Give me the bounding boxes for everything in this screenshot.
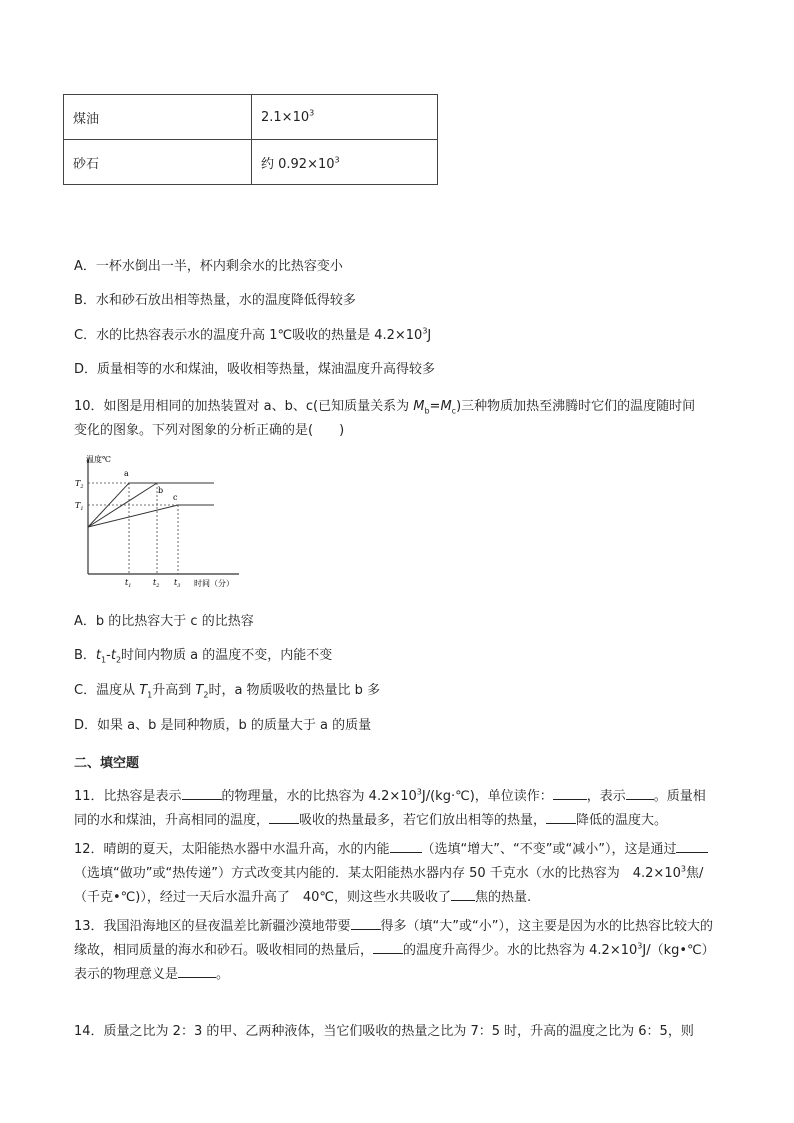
answer-blank[interactable] bbox=[390, 840, 422, 853]
t2-label: $t_2$ bbox=[153, 578, 160, 589]
table-cell-value: 约 $0.92\times 10^3$ bbox=[252, 140, 438, 185]
answer-blank[interactable] bbox=[553, 787, 587, 800]
temperature-time-graph bbox=[74, 452, 244, 592]
table-row bbox=[64, 95, 438, 140]
q12: 12．晴朗的夏天，太阳能热水器中水温升高，水的内能 （选填“增大”、“不变”或“减小”），这是通过（选填“做功”或“热传递”）方式改变其内能的．某太阳能热水器内存 50 千克水（水的比热容为 $4.2\times 10^3$焦/（千克•℃)），经过一天后水温升高了 40℃，则这些水共吸收了 焦的热量. bbox=[74, 838, 724, 910]
table-cell-value: $2.1\times 10^3$ bbox=[252, 95, 438, 140]
x-axis-label: 时间（分） bbox=[194, 579, 234, 588]
section-title: 二、填空题 bbox=[74, 756, 140, 771]
q11: 11．比热容是表示 的物理量，水的比热容为 $4.2\times 10^3J/(kg\cdot℃)$，单位读作： ，表示 。质量相 同的水和煤油，升高相同的温度， 吸收的热量最多，若它们放出相等的热量， 降低的温度大。 bbox=[74, 787, 706, 828]
t3-label: $t_3$ bbox=[174, 578, 181, 589]
answer-blank[interactable] bbox=[626, 787, 654, 800]
table-cell-substance: 煤油 bbox=[64, 95, 252, 140]
q10-stem: 10．如图是用相同的加热装置对 a、b、c(已知质量关系为 $M_b=M_c$)三种物质加热至沸腾时它们的温度随时间 变化的图象。下列对图象的分析正确的是( ) bbox=[74, 399, 696, 438]
q10-option-c: C．温度从 $T_1$升高到 $T_2$时，a 物质吸收的热量比 b 多 bbox=[74, 683, 381, 700]
q10-option-b: B．$t_1-t_2$时间内物质 a 的温度不变，内能不变 bbox=[74, 648, 333, 665]
answer-blank[interactable] bbox=[373, 941, 403, 954]
answer-blank[interactable] bbox=[269, 811, 299, 824]
answer-blank[interactable] bbox=[676, 840, 708, 853]
label-c: c bbox=[173, 493, 178, 502]
q14: 14．质量之比为 2：3 的甲、乙两种液体，当它们吸收的热量之比为 7：5 时，升高的温度之比为 6：5，则 bbox=[74, 1024, 694, 1039]
T2-label: $T_2$ bbox=[75, 479, 84, 490]
t1-label: $t_1$ bbox=[125, 578, 132, 589]
answer-blank[interactable] bbox=[451, 888, 475, 901]
answer-blank[interactable] bbox=[351, 917, 381, 930]
answer-blank[interactable] bbox=[546, 811, 576, 824]
T1-label: $T_1$ bbox=[75, 501, 84, 512]
answer-blank[interactable] bbox=[178, 965, 216, 978]
q9-option-c: C．水的比热容表示水的温度升高 1℃吸收的热量是 $4.2\times 10^3J$ bbox=[74, 326, 432, 343]
label-b: b bbox=[158, 486, 164, 495]
answer-blank[interactable] bbox=[182, 787, 222, 800]
q10-option-d: D．如果 a、b 是同种物质，b 的质量大于 a 的质量 bbox=[74, 718, 372, 733]
label-a: a bbox=[124, 469, 129, 478]
table-row bbox=[64, 140, 438, 185]
series-c-line bbox=[88, 505, 178, 527]
table-cell-substance: 砂石 bbox=[64, 140, 252, 185]
q13: 13．我国沿海地区的昼夜温差比新疆沙漠地带要 得多（填“大”或“小”），这主要是因为水的比热容比较大的缘故，相同质量的海水和砂石。吸收相同的热量后， 的温度升高得少。水的比热容为 $4.2\times 10^3J/(kg•℃)$表示的物理意义是 。 bbox=[74, 919, 715, 982]
q10-option-a: A．b 的比热容大于 c 的比热容 bbox=[74, 614, 254, 629]
y-axis-label: 温度℃ bbox=[86, 455, 111, 464]
q9-option-d: D．质量相等的水和煤油，吸收相等热量，煤油温度升高得较多 bbox=[74, 362, 436, 377]
q9-option-a: A．一杯水倒出一半，杯内剩余水的比热容变小 bbox=[74, 259, 343, 274]
specific-heat-table bbox=[63, 94, 438, 185]
q9-option-b: B．水和砂石放出相等热量，水的温度降低得较多 bbox=[74, 293, 356, 308]
